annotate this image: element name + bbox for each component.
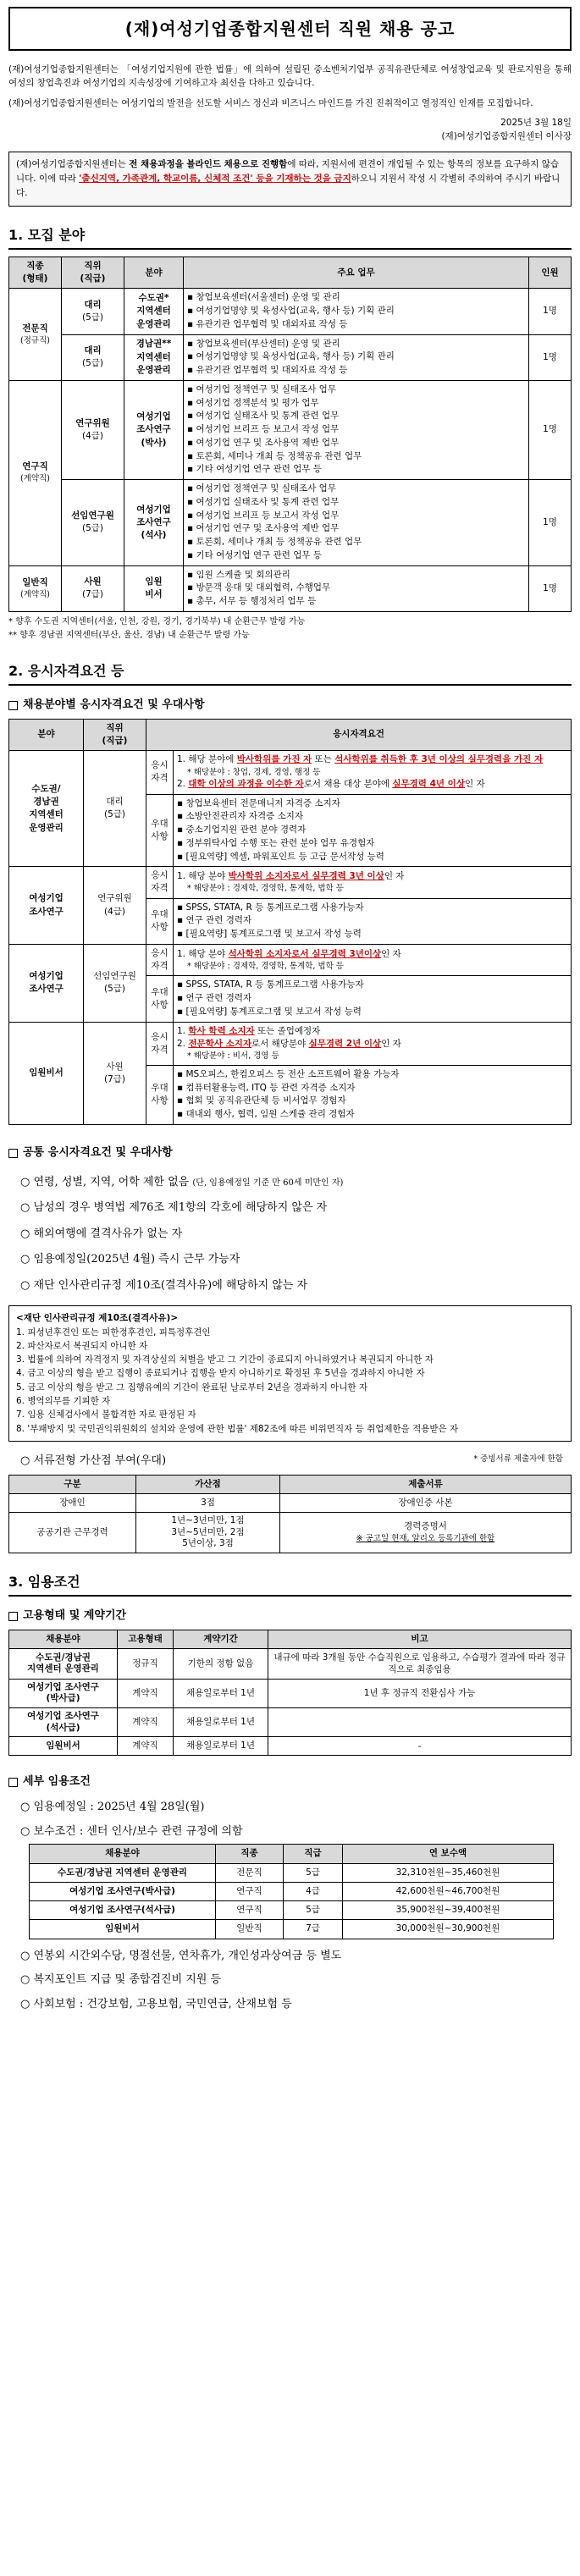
cell: 여성기업 조사연구(석사급) (30, 1901, 216, 1920)
subhead-employment-label: 고용형태 및 계약기간 (23, 1609, 127, 1623)
disq-item: 4. 금고 이상의 형을 받고 집행이 종료되거나 집행을 받지 아니하기로 확정된 후 5년을 경과하지 아니한 자 (16, 1368, 425, 1379)
table-row (30, 1901, 554, 1920)
recruit-table (8, 256, 572, 612)
cell: 채용일로부터 1년 (174, 1707, 268, 1736)
req-p-label: 우대 사항 (146, 1065, 174, 1124)
task-item: ▪ 토론회, 세미나 개최 등 정책공유 관련 업무 (187, 450, 525, 464)
req-field: 수도권/ 경남권 지역센터 운영관리 (9, 751, 84, 867)
subhead-employment (8, 1608, 572, 1624)
pay-table (29, 1844, 554, 1939)
headcount: 1명 (529, 380, 572, 479)
section-3-title: 3. 임용조건 (8, 1572, 572, 1597)
col-header: 계약기간 (174, 1630, 268, 1649)
common-req-item: ○ 재단 인사관리규정 제10조(결격사유)에 해당하지 않는 자 (20, 1278, 308, 1292)
table-row (9, 1513, 572, 1553)
pref-item: ▪ 창업보육센터 전문매니저 자격증 소지자 (177, 797, 567, 811)
pref-item: ▪ 컴퓨터활용능력, ITQ 등 관련 자격증 소지자 (177, 1082, 567, 1095)
col-header: 직위 (직급) (62, 256, 124, 288)
table-row (9, 289, 572, 334)
pref-item: ▪ SPSS, STATA, R 등 통계프로그램 사용가능자 (177, 902, 567, 915)
cell: 42,600천원~46,700천원 (343, 1882, 554, 1900)
cell: 3점 (136, 1493, 280, 1512)
checkbox-icon (8, 701, 18, 710)
footnote-1: * 향후 수도권 지역센터(서울, 인천, 강원, 경기, 경기북부) 내 순환근무 발령 가능 (8, 616, 306, 626)
page-title: (재)여성기업종합지원센터 직원 채용 공고 (8, 7, 572, 51)
req-pos: 선임연구원 (5급) (84, 944, 146, 1022)
tasks (184, 334, 529, 380)
table-row (9, 944, 572, 975)
task-item: ▪ 여성기업 정책연구 및 실태조사 업무 (187, 483, 525, 496)
checkbox-icon (8, 1149, 18, 1158)
task-item: ▪ 여성기업 정책분석 및 평가 업무 (187, 397, 525, 411)
req-qual: 1. 해당 분야 석사학위 소지자로서 실무경력 3년이상인 자 * 해당분야 : 경제학, 경영학, 통계학, 법학 등 (174, 944, 572, 975)
col-header: 인원 (529, 256, 572, 288)
cell: 수도권/경남권 지역센터 운영관리 (9, 1649, 118, 1679)
position: 대리 (5급) (62, 289, 124, 334)
cell: 여성기업 조사연구 (석사급) (9, 1707, 118, 1736)
tasks (184, 380, 529, 479)
subhead-common-label: 공통 응시자격요건 및 우대사항 (23, 1145, 173, 1159)
job-type: 일반직 (계약직) (9, 565, 62, 611)
cell: - (268, 1737, 572, 1756)
req-pref (174, 1065, 572, 1124)
field: 여성기업 조사연구 (석사) (124, 480, 184, 566)
req-field: 여성기업 조사연구 (9, 867, 84, 945)
col-header: 채용분야 (9, 1630, 118, 1649)
cell: 연구직 (216, 1901, 284, 1920)
table-row (9, 1649, 572, 1679)
req-pos: 대리 (5급) (84, 751, 146, 867)
detail-item: ○ 임용예정일 : 2025년 4월 28일(월) (20, 1801, 205, 1814)
footnotes (8, 615, 572, 643)
bonus-label: ○ 서류전형 가산점 부여(우대) (20, 1453, 167, 1467)
req-field: 임원비서 (9, 1022, 84, 1124)
task-item: ▪ 토론회, 세미나 개최 등 정책공유 관련 업무 (187, 536, 525, 549)
req-p-label: 우대 사항 (146, 976, 174, 1022)
field: 여성기업 조사연구 (박사) (124, 380, 184, 479)
pref-item: ▪ 중소기업지원 관련 분야 경력자 (177, 824, 567, 837)
detail-item: ○ 복지포인트 지급 및 종합검진비 지원 등 (20, 1973, 222, 1987)
col-header: 채용분야 (30, 1845, 216, 1863)
notice-text-d: '출신지역, 가족관계, 학교이름, 신체적 조건' 등을 기재하는 것을 금지 (79, 174, 351, 185)
common-req-list (8, 1170, 572, 1299)
table-row (9, 565, 572, 611)
req-qual: 1. 해당 분야 박사학위 소지자로서 실무경력 3년 이상인 자 * 해당분야 : 경제학, 경영학, 통계학, 법학 등 (174, 867, 572, 898)
pref-item: ▪ 정부위탁사업 수행 또는 관련 분야 업무 유경험자 (177, 837, 567, 851)
cell: 공공기관 근무경력 (9, 1513, 136, 1553)
task-item: ▪ 방문객 응대 및 대외협력, 수행업무 (187, 582, 525, 595)
req-pref (174, 898, 572, 944)
cell: 1년~3년미만, 1점 3년~5년미만, 2점 5년이상, 3점 (136, 1513, 280, 1553)
req-pref (174, 976, 572, 1022)
cell: 7급 (284, 1920, 343, 1939)
detail-item: ○ 보수조건 : 센터 인사/보수 관련 규정에 의함 (20, 1824, 243, 1838)
cell: 장애인증 사본 (280, 1493, 572, 1512)
cell: 경력증명서 ※ 공고일 현재, 알리오 등록기관에 한함 (280, 1513, 572, 1553)
headcount: 1명 (529, 334, 572, 380)
cell: 4급 (284, 1882, 343, 1900)
cell: 1년 후 정규직 전환심사 가능 (268, 1679, 572, 1707)
disq-item: 3. 법률에 의하여 자격정지 및 자격상실의 처벌을 받고 그 기간이 종료되지 아니하였거나 복권되지 아니한 자 (16, 1354, 434, 1365)
job-type: 연구직 (계약직) (9, 380, 62, 565)
subhead-req-label: 채용분야별 응시자격요건 및 우대사항 (23, 698, 205, 712)
table-row (9, 1679, 572, 1707)
task-item: ▪ 유관기관 업무협력 및 대외자료 작성 등 (187, 318, 525, 332)
headcount: 1명 (529, 480, 572, 566)
cell: 연구직 (216, 1882, 284, 1900)
col-header: 응시자격요건 (146, 719, 572, 750)
task-item: ▪ 여성기업 연구 및 조사용역 제반 업무 (187, 522, 525, 536)
blind-notice (8, 152, 572, 206)
common-req-item: ○ 해외여행에 결격사유가 없는 자 (20, 1227, 183, 1240)
task-item: ▪ 여성기업 실태조사 및 통계 관련 업무 (187, 496, 525, 510)
position: 대리 (5급) (62, 334, 124, 380)
common-req-item: ○ 임용예정일(2025년 4월) 즉시 근무 가능자 (20, 1253, 240, 1266)
col-header: 주요 업무 (184, 256, 529, 288)
col-header: 연 보수액 (343, 1845, 554, 1863)
req-q-label: 응시 자격 (146, 751, 174, 794)
cell: 여성기업 조사연구 (박사급) (9, 1679, 118, 1707)
subhead-detail (8, 1774, 572, 1790)
cell: 임원비서 (30, 1920, 216, 1939)
task-item: ▪ 기타 여성기업 연구 관련 업무 등 (187, 549, 525, 563)
task-item: ▪ 여성기업명양 및 육성사업(교육, 행사 등) 기획 관리 (187, 305, 525, 318)
section-2-title: 2. 응시자격요건 등 (8, 661, 572, 686)
cell: 기한의 정함 없음 (174, 1649, 268, 1679)
table-row (30, 1920, 554, 1939)
announce-date: 2025년 3월 18일 (500, 117, 572, 128)
task-item: ▪ 기타 여성기업 연구 관련 업무 등 (187, 463, 525, 477)
cell: 30,000천원~30,900천원 (343, 1920, 554, 1939)
tasks (184, 565, 529, 611)
table-row (9, 1737, 572, 1756)
col-header: 가산점 (136, 1475, 280, 1493)
table-row (9, 1022, 572, 1065)
task-item: ▪ 여성기업 정책연구 및 실태조사 업무 (187, 383, 525, 397)
notice-text-c: 에 따라, 지원서에 편견이 개입될 수 있는 항목의 정보를 요구하지 않습니다. 이에 따라 (16, 159, 560, 185)
col-header: 제출서류 (280, 1475, 572, 1493)
task-item: ▪ 창업보육센터(서울센터) 운영 및 관리 (187, 291, 525, 305)
cell: 계약직 (118, 1737, 174, 1756)
req-field: 여성기업 조사연구 (9, 944, 84, 1022)
req-q-label: 응시 자격 (146, 867, 174, 898)
task-item: ▪ 총무, 서무 등 행정처리 업무 등 (187, 595, 525, 609)
notice-text-e: 하오니 지원서 작성 시 각별히 주의하여 주시기 바랍니다. (16, 174, 561, 198)
task-item: ▪ 유관기관 업무협력 및 대외자료 작성 등 (187, 364, 525, 378)
intro (8, 63, 572, 143)
col-header: 분야 (9, 719, 84, 750)
col-header: 비고 (268, 1630, 572, 1649)
disq-title: <재단 인사관리규정 제10조(결격사유)> (16, 1313, 179, 1324)
col-header: 구분 (9, 1475, 136, 1493)
detail-item: ○ 사회보험 : 건강보험, 고용보험, 국민연금, 산재보험 등 (20, 1997, 292, 2011)
cell: 정규직 (118, 1649, 174, 1679)
cell: 전문직 (216, 1863, 284, 1882)
section-1-title: 1. 모집 분야 (8, 225, 572, 250)
col-header: 직위 (직급) (84, 719, 146, 750)
req-p-label: 우대 사항 (146, 794, 174, 867)
cell: 계약직 (118, 1707, 174, 1736)
task-item: ▪ 여성기업 연구 및 조사용역 제반 업무 (187, 437, 525, 450)
bonus-note: * 증빙서류 제출자에 한함 (473, 1453, 563, 1464)
common-req-item: ○ 연령, 성별, 지역, 어학 제한 없음 (단, 임용예정일 기준 만 60세 미만인 자) (20, 1175, 344, 1189)
pref-item: ▪ 연구 관련 경력자 (177, 992, 567, 1006)
table-row (9, 751, 572, 794)
req-pos: 사원 (7급) (84, 1022, 146, 1124)
col-header: 고용형태 (118, 1630, 174, 1649)
intro-paragraph-2: (재)여성기업종합지원센터는 여성기업의 발전을 선도할 서비스 정신과 비즈니스 마인드를 가진 진취적이고 열정적인 인재를 모집합니다. (8, 97, 533, 108)
task-item: ▪ 여성기업 실태조사 및 통계 관련 업무 (187, 410, 525, 423)
col-header: 직종 (216, 1845, 284, 1863)
cell (268, 1707, 572, 1736)
pref-item: ▪ [필요역량] 엑셀, 파워포인트 등 고급 문서작성 능력 (177, 851, 567, 864)
field: 임원 비서 (124, 565, 184, 611)
cell: 임원비서 (9, 1737, 118, 1756)
cell: 계약직 (118, 1679, 174, 1707)
field: 경남권** 지역센터 운영관리 (124, 334, 184, 380)
tasks (184, 289, 529, 334)
col-header: 직급 (284, 1845, 343, 1863)
table-row (30, 1882, 554, 1900)
cell: 5급 (284, 1901, 343, 1920)
disqualification-box (8, 1305, 572, 1441)
job-type: 전문직 (정규직) (9, 289, 62, 381)
cell: 35,900천원~39,400천원 (343, 1901, 554, 1920)
cell: 내규에 따라 3개월 동안 수습직원으로 임용하고, 수습평가 결과에 따라 정규직으로 최종임용 (268, 1649, 572, 1679)
tasks (184, 480, 529, 566)
req-qual: 1. 학사 학력 소지자 또는 졸업예정자 2. 전문학사 소지자로서 해당분야 실무경력 2년 이상인 자 * 해당분야 : 비서, 경영 등 (174, 1022, 572, 1065)
disq-item: 5. 금고 이상의 형을 받고 그 집행유예의 기간이 완료된 날로부터 2년을 경과하지 아니한 자 (16, 1382, 368, 1393)
cell: 수도권/경남권 지역센터 운영관리 (30, 1863, 216, 1882)
table-row (9, 480, 572, 566)
headcount: 1명 (529, 565, 572, 611)
req-qual: 1. 해당 분야에 박사학위를 가진 자 또는 석사학위를 취득한 후 3년 이상의 실무경력을 가진 자 * 해당분야 : 창업, 경제, 경영, 행정 등 2. 대학 이상의 과정을 이수한 자로서 채용 대상 분야에 실무경력 4년 이상인 자 (174, 751, 572, 794)
detail-list-2 (8, 1944, 572, 2017)
cell: 32,310천원~35,460천원 (343, 1863, 554, 1882)
task-item: ▪ 창업보육센터(부산센터) 운영 및 관리 (187, 338, 525, 351)
disq-item: 2. 파산자로서 복권되지 아니한 자 (16, 1340, 148, 1351)
pref-item: ▪ 소방안전관리자 자격증 소지자 (177, 810, 567, 824)
pref-item: ▪ 연구 관련 경력자 (177, 914, 567, 928)
position: 사원 (7급) (62, 565, 124, 611)
col-header: 직종 (형태) (9, 256, 62, 288)
col-header: 분야 (124, 256, 184, 288)
cell: 일반직 (216, 1920, 284, 1939)
subhead-common (8, 1145, 572, 1161)
pref-item: ▪ MS오피스, 한컴오피스 등 전산 소프트웨어 활용 가능자 (177, 1068, 567, 1082)
detail-item: ○ 연봉외 시간외수당, 명절선물, 연차휴가, 개인성과상여금 등 별도 (20, 1949, 342, 1962)
announce-org: (재)여성기업종합지원센터 이사장 (441, 131, 572, 142)
task-item: ▪ 임원 스케쥴 및 회의관리 (187, 569, 525, 582)
headcount: 1명 (529, 289, 572, 334)
cell: 채용일로부터 1년 (174, 1679, 268, 1707)
cell: 채용일로부터 1년 (174, 1737, 268, 1756)
notice-text-a: (재)여성기업종합지원센터는 (16, 159, 130, 170)
pref-item: ▪ [필요역량] 통계프로그램 및 보고서 작성 능력 (177, 1006, 567, 1019)
disq-item: 7. 임용 신체검사에서 불합격한 자로 판정된 자 (16, 1409, 196, 1420)
pref-item: ▪ SPSS, STATA, R 등 통계프로그램 사용가능자 (177, 979, 567, 992)
bonus-points-line (8, 1453, 572, 1470)
position: 선임연구원 (5급) (62, 480, 124, 566)
pref-item: ▪ 협회 및 공직유관단체 등 비서업무 경험자 (177, 1095, 567, 1108)
field: 수도권* 지역센터 운영관리 (124, 289, 184, 334)
task-item: ▪ 여성기업명양 및 육성사업(교육, 행사 등) 기획 관리 (187, 350, 525, 364)
req-p-label: 우대 사항 (146, 898, 174, 944)
disq-item: 8. '부패방지 및 국민권익위원회의 설치와 운영에 관한 법률' 제82조에 따른 비위면직자 등 취업제한을 적용받은 자 (16, 1423, 459, 1434)
employment-table (8, 1630, 572, 1756)
bonus-table (8, 1475, 572, 1553)
checkbox-icon (8, 1778, 18, 1787)
table-row (9, 1493, 572, 1512)
task-item: ▪ 여성기업 브리프 등 보고서 작성 업무 (187, 510, 525, 523)
req-table (8, 719, 572, 1125)
task-item: ▪ 여성기업 브리프 등 보고서 작성 업무 (187, 423, 525, 437)
table-row (9, 867, 572, 898)
cell: 여성기업 조사연구(박사급) (30, 1882, 216, 1900)
subhead-detail-label: 세부 임용조건 (23, 1775, 91, 1789)
req-q-label: 응시 자격 (146, 1022, 174, 1065)
req-pos: 연구위원 (4급) (84, 867, 146, 945)
pref-item: ▪ [필요역량] 통계프로그램 및 보고서 작성 능력 (177, 928, 567, 941)
disq-item: 1. 피성년후견인 또는 피한정후견인, 피특정후견인 (16, 1327, 211, 1338)
req-pref (174, 794, 572, 867)
table-row (9, 1707, 572, 1736)
table-row (9, 334, 572, 380)
common-req-item: ○ 남성의 경우 병역법 제76조 제1항의 각호에 해당하지 않은 자 (20, 1201, 328, 1215)
cell: 5급 (284, 1863, 343, 1882)
req-q-label: 응시 자격 (146, 944, 174, 975)
notice-text-b: 전 채용과정을 블라인드 채용으로 진행함 (129, 159, 288, 170)
table-row (30, 1863, 554, 1882)
intro-paragraph-1: (재)여성기업종합지원센터는 「여성기업지원에 관한 법률」에 의하여 설립된 중소벤처기업부 공직유관단체로 여성창업교육 및 판로지원을 통해 여성의 창업촉진과 여성기업의 지속성장에 기여하고자 최선을 다하고 있습니다. (8, 64, 572, 89)
checkbox-icon (8, 1612, 18, 1621)
pref-item: ▪ 대내외 행사, 협력, 임원 스케쥴 관리 경험자 (177, 1108, 567, 1122)
footnote-2: ** 향후 경남권 지역센터(부산, 울산, 경남) 내 순환근무 발령 가능 (8, 630, 250, 640)
position: 연구위원 (4급) (62, 380, 124, 479)
disq-item: 6. 병역의무를 기피한 자 (16, 1396, 111, 1407)
detail-list (8, 1795, 572, 1844)
table-row (9, 380, 572, 479)
subhead-req (8, 698, 572, 714)
cell: 장애인 (9, 1493, 136, 1512)
